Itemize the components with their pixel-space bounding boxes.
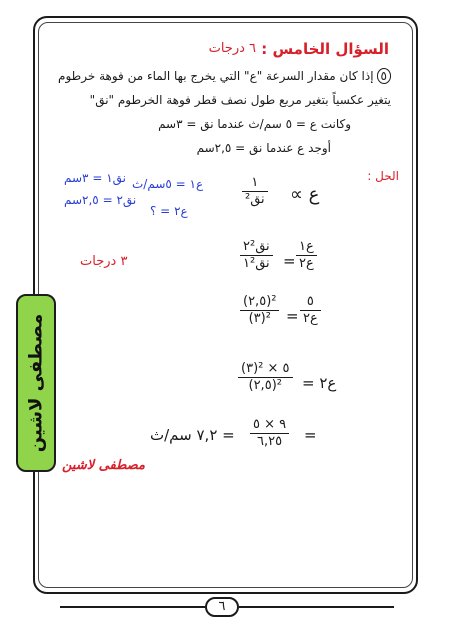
given-r1: نق١ = ٣سم [64,171,126,185]
step1-lhs-numerator: ع١ [299,239,314,254]
step4-denominator: ٦,٢٥ [257,434,283,450]
step4-numerator: ٩ × ٥ [253,417,287,432]
step4-result: = ٧,٢ سم/ث [150,426,235,444]
step2-rhs-denominator: (٣)² [248,311,271,327]
step0-numerator: ١ [251,175,259,190]
step1-rhs-fraction [240,240,273,272]
step1-lhs-fraction [296,240,317,272]
page-number-line-right [239,606,394,608]
step2-equals: = [286,307,299,325]
step2-rhs-numerator: (٢,٥)² [243,294,277,309]
step4-fraction [250,418,289,450]
step4-prefix: = [304,426,317,444]
question-marks: ٦ درجات [208,41,256,56]
step3-numerator: (٣)² × ٥ [241,361,290,376]
side-author-label [16,294,56,472]
given-v1: ع١ = ٥سم/ث [132,177,204,191]
question-line-1-text: إذا كان مقدار السرعة "ع" التي يخرج بها الماء من فوهة خرطوم [58,69,374,83]
step0-fraction [242,176,268,208]
question-line-4: أوجد ع عندما نق = ٢,٥سم [196,141,331,155]
step3-denominator: (٢,٥)² [248,378,282,394]
solution-label: الحل : [367,169,399,183]
question-line-2: يتغير عكسياً بتغير مربع طول نصف قطر فوهة الخرطوم "نق" [89,93,391,107]
step3-fraction [238,362,293,394]
question-number: ٥ [377,68,391,84]
step1-equals: = [283,252,296,270]
step1-lhs-denominator: ع٢ [299,256,314,272]
step0-denominator: نق² [245,192,265,208]
step2-lhs-fraction [300,295,321,327]
step2-lhs-numerator: ٥ [306,294,314,309]
marks-note: ٣ درجات [80,254,128,269]
step2-lhs-denominator: ع٢ [303,311,318,327]
step2-rhs-fraction [240,295,279,327]
page-number: ٦ [205,597,239,617]
page-number-line-left [60,606,205,608]
given-r2: نق٢ = ٢,٥سم [64,193,137,207]
step0-lhs: ع ∝ [290,184,320,205]
given-v2: ع٢ = ؟ [150,204,188,218]
step1-rhs-denominator: نق١² [243,256,270,272]
step1-rhs-numerator: نق٢² [243,239,270,254]
step3-lhs: ع٢ = [302,374,337,392]
side-author-text: مصطفى لاشين [25,313,47,453]
question-title: السؤال الخامس : [261,40,389,58]
signature: مصطفى لاشين [62,458,145,473]
question-line-3: وكانت ع = ٥ سم/ث عندما نق = ٣سم [158,117,351,131]
question-line-1 [58,70,391,82]
